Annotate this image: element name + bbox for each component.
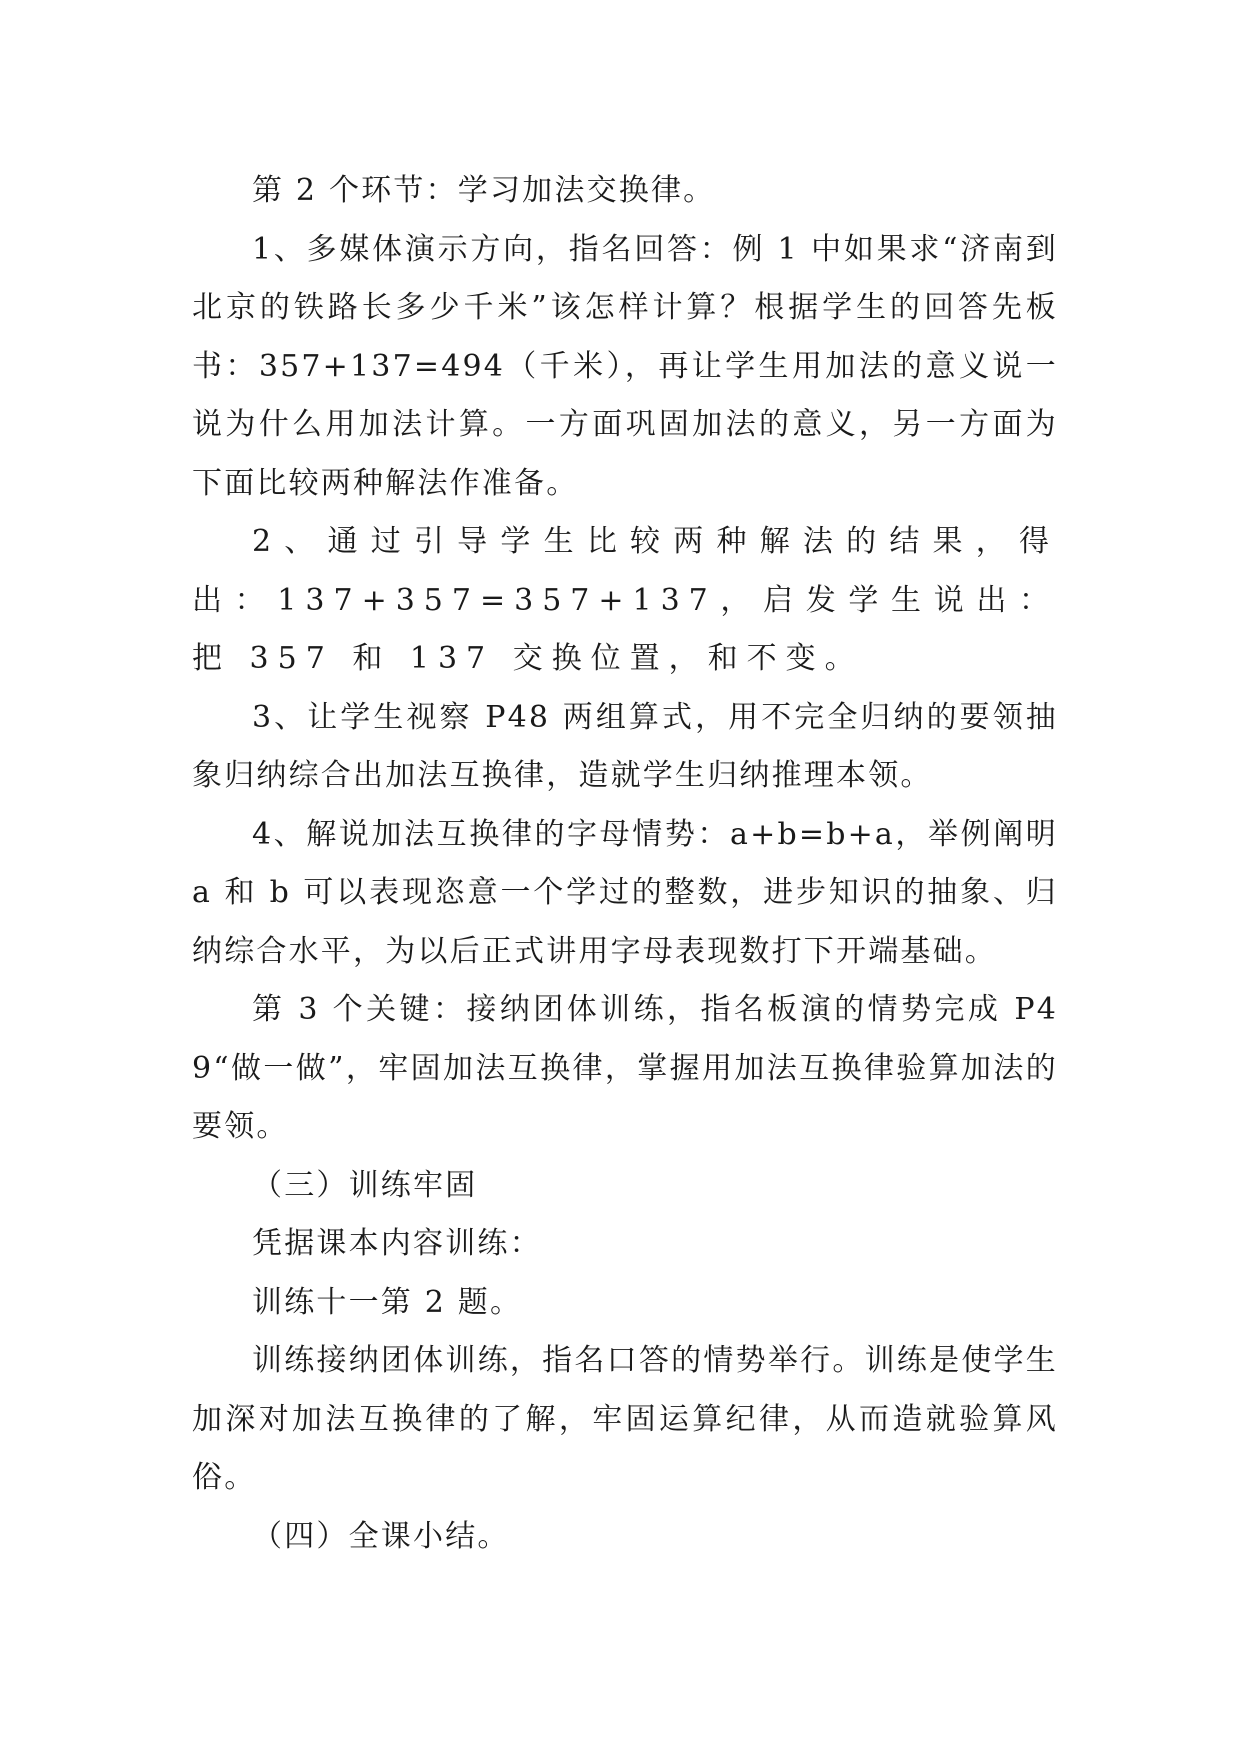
paragraph-item-3: 3、让学生视察 P48 两组算式，用不完全归纳的要领抽象归纳综合出加法互换律，造就学生归纳推理本领。 [192,699,1058,793]
section-heading-summary: （四）全课小结。 [252,1518,510,1554]
section-heading-practice: （三）训练牢固 [252,1167,478,1203]
paragraph-practice-method: 训练接纳团体训练，指名口答的情势举行。训练是使学生加深对加法互换律的了解，牢固运算纪律，从而造就验算风俗。 [192,1343,1058,1495]
document-body [192,162,1058,1566]
paragraph-item-1: 1、多媒体演示方向，指名回答：例 1 中如果求“济南到北京的铁路长多少千米”该怎样计算？根据学生的回答先板书：357+137=494（千米），再让学生用加法的意义说一说为什么用加法计算。一方面巩固加法的意义，另一方面为下面比较两种解法作准备。 [192,231,1058,501]
paragraph-item-4: 4、解说加法互换律的字母情势：a+b=b+a，举例阐明 a 和 b 可以表现恣意一个学过的整数，进步知识的抽象、归纳综合水平，为以后正式讲用字母表现数打下开端基础。 [192,816,1058,969]
section-heading-step-2: 第 2 个环节：学习加法交换律。 [252,173,716,208]
section-heading-step-3: 第 3 个关键：接纳团体训练，指名板演的情势完成 P49“做一做”，牢固加法互换律，掌握用加法互换律验算加法的要领。 [192,992,1058,1144]
paragraph-item-2: 2、通过引导学生比较两种解法的结果，得出：137+357=357+137，启发学生说出：把 357 和 137 交换位置，和不变。 [192,524,1058,676]
paragraph-exercise: 训练十一第 2 题。 [252,1284,523,1320]
paragraph-practice-intro: 凭据课本内容训练： [252,1226,542,1261]
